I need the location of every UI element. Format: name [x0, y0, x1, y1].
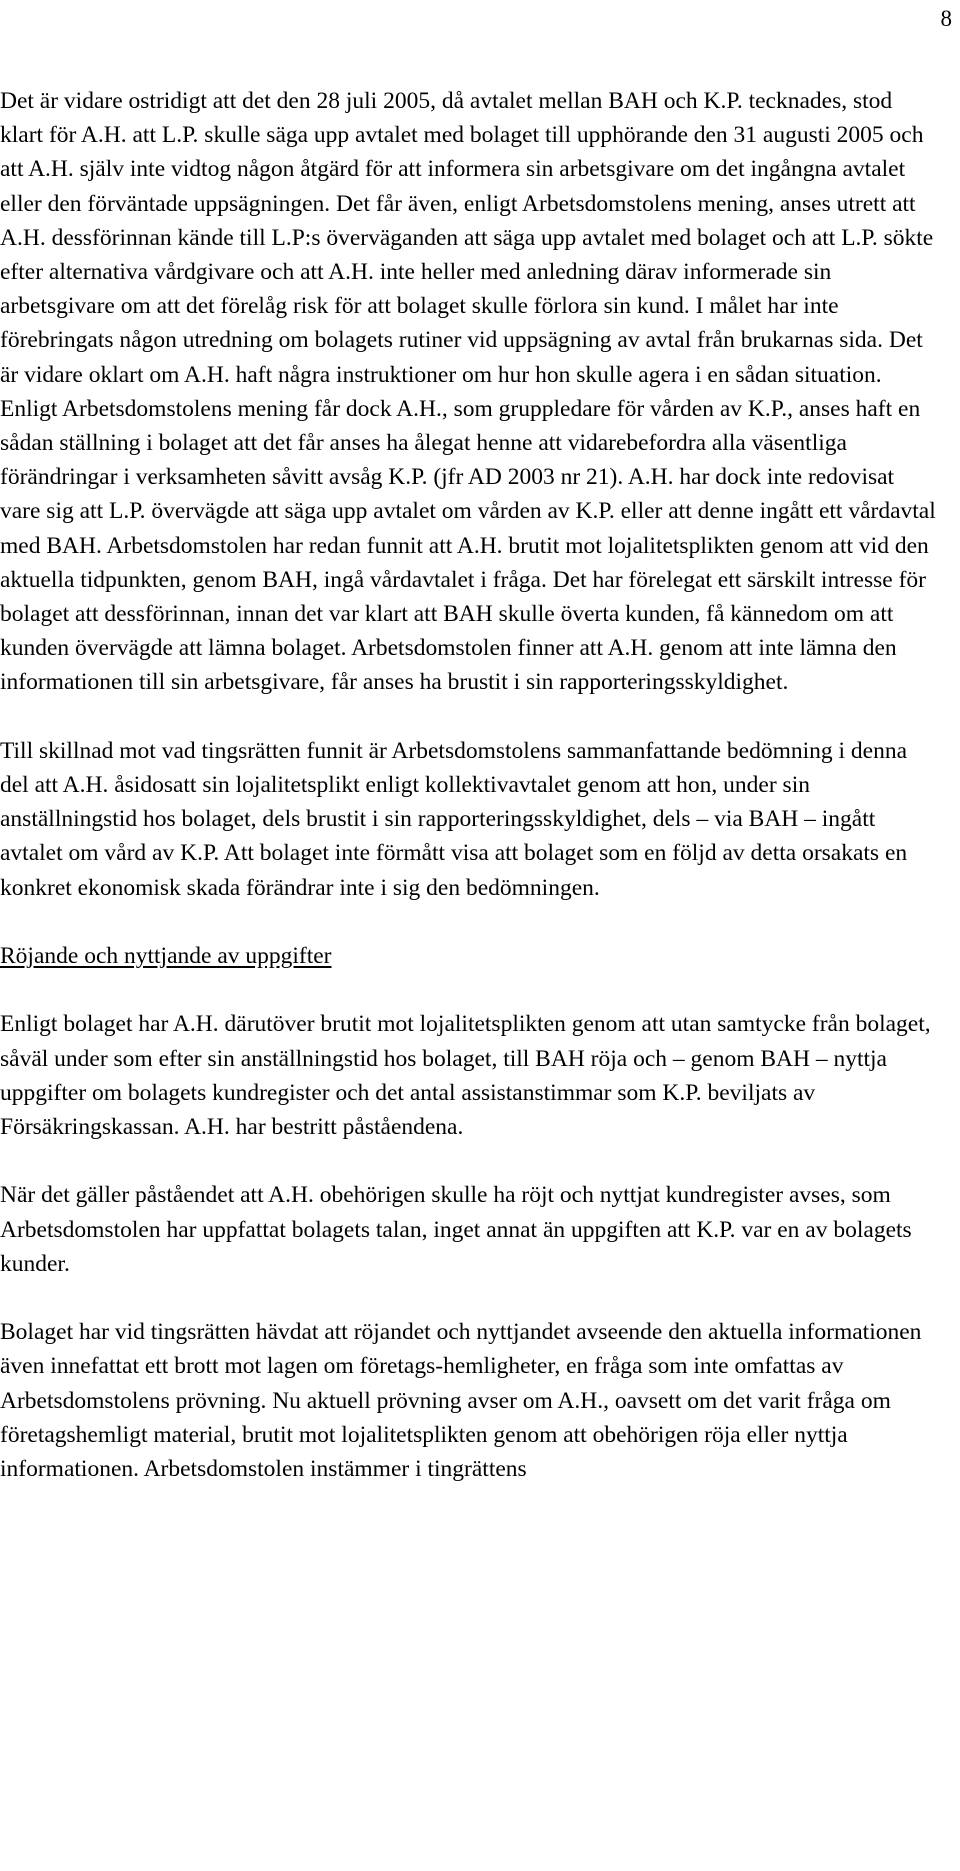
- paragraph-2: Till skillnad mot vad tingsrätten funnit är Arbetsdomstolens sammanfattande bedömning i denna del att A.H. åsidosatt sin lojalitetsplikt enligt kollektivavtalet genom att hon, under sin anställningstid hos bolaget, dels brustit i sin rapporteringsskyldighet, dels – via BAH – ingått avtalet om vård av K.P. Att bolaget inte förmått visa att bolaget som en följd av detta orsakats en konkret ekonomisk skada förändrar inte i sig den bedömningen.: [0, 737, 908, 901]
- paragraph-5: Bolaget har vid tingsrätten hävdat att röjandet och nyttjandet avseende den aktuella informationen även innefattat ett brott mot lagen om företags-hemligheter, en fråga som inte omfattas av Arbetsdomstolens prövning. Nu aktuell prövning avser om A.H., oavsett om det varit fråga om företagshemligt material, brutit mot lojalitetsplikten genom att obehörigen röja eller nyttja informationen. Arbetsdomstolen instämmer i tingrättens: [0, 1319, 922, 1483]
- page-number: 8: [940, 6, 952, 31]
- paragraph-3: Enligt bolaget har A.H. därutöver brutit mot lojalitetsplikten genom att utan samtycke från bolaget, såväl under som efter sin anställningstid hos bolaget, till BAH röja och – genom BAH – nyttja uppgifter om bolagets kundregister och det antal assistanstimmar som K.P. beviljats av Försäkringskassan. A.H. har bestritt påståendena.: [0, 1011, 931, 1141]
- paragraph-1: Det är vidare ostridigt att det den 28 juli 2005, då avtalet mellan BAH och K.P. tecknades, stod klart för A.H. att L.P. skulle säga upp avtalet med bolaget till upphörande den 31 augusti 2005 och att A.H. själv inte vidtog någon åtgärd för att informera sin arbetsgivare om det ingångna avtalet eller den förväntade uppsägningen. Det får även, enligt Arbetsdomstolens mening, anses utrett att A.H. dessförinnan kände till L.P:s överväganden att säga upp avtalet med bolaget och att L.P. sökte efter alternativa vårdgivare och att A.H. inte heller med anledning därav informerade sin arbetsgivare om att det förelåg risk för att bolaget skulle förlora sin kund. I målet har inte förebringats någon utredning om bolagets rutiner vid uppsägning av avtal från brukarnas sida. Det är vidare oklart om A.H. haft några instruktioner om hur hon skulle agera i en sådan situation. Enligt Arbetsdomstolens mening får dock A.H., som gruppledare för vården av K.P., anses haft en sådan ställning i bolaget att det får anses ha ålegat henne att vidarebefordra alla väsentliga förändringar i verksamheten såvitt avsåg K.P. (jfr AD 2003 nr 21). A.H. har dock inte redovisat vare sig att L.P. övervägde att säga upp avtalet om vården av K.P. eller att denne ingått ett vårdavtal med BAH. Arbetsdomstolen har redan funnit att A.H. brutit mot lojalitetsplikten genom att vid den aktuella tidpunkten, genom BAH, ingå vårdavtalet i fråga. Det har förelegat ett särskilt intresse för bolaget att dessförinnan, innan det var klart att BAH skulle överta kunden, få kännedom om att kunden övervägde att lämna bolaget. Arbetsdomstolen finner att A.H. genom att inte lämna den informationen till sin arbetsgivare, får anses ha brustit i sin rapporteringsskyldighet.: [0, 88, 936, 696]
- document-body: [0, 84, 938, 1486]
- section-heading: Röjande och nyttjande av uppgifter: [0, 943, 332, 970]
- paragraph-4: När det gäller påståendet att A.H. obehörigen skulle ha röjt och nyttjat kundregister avses, som Arbetsdomstolen har uppfattat bolagets talan, inget annat än uppgiften att K.P. var en av bolagets kunder.: [0, 1182, 912, 1277]
